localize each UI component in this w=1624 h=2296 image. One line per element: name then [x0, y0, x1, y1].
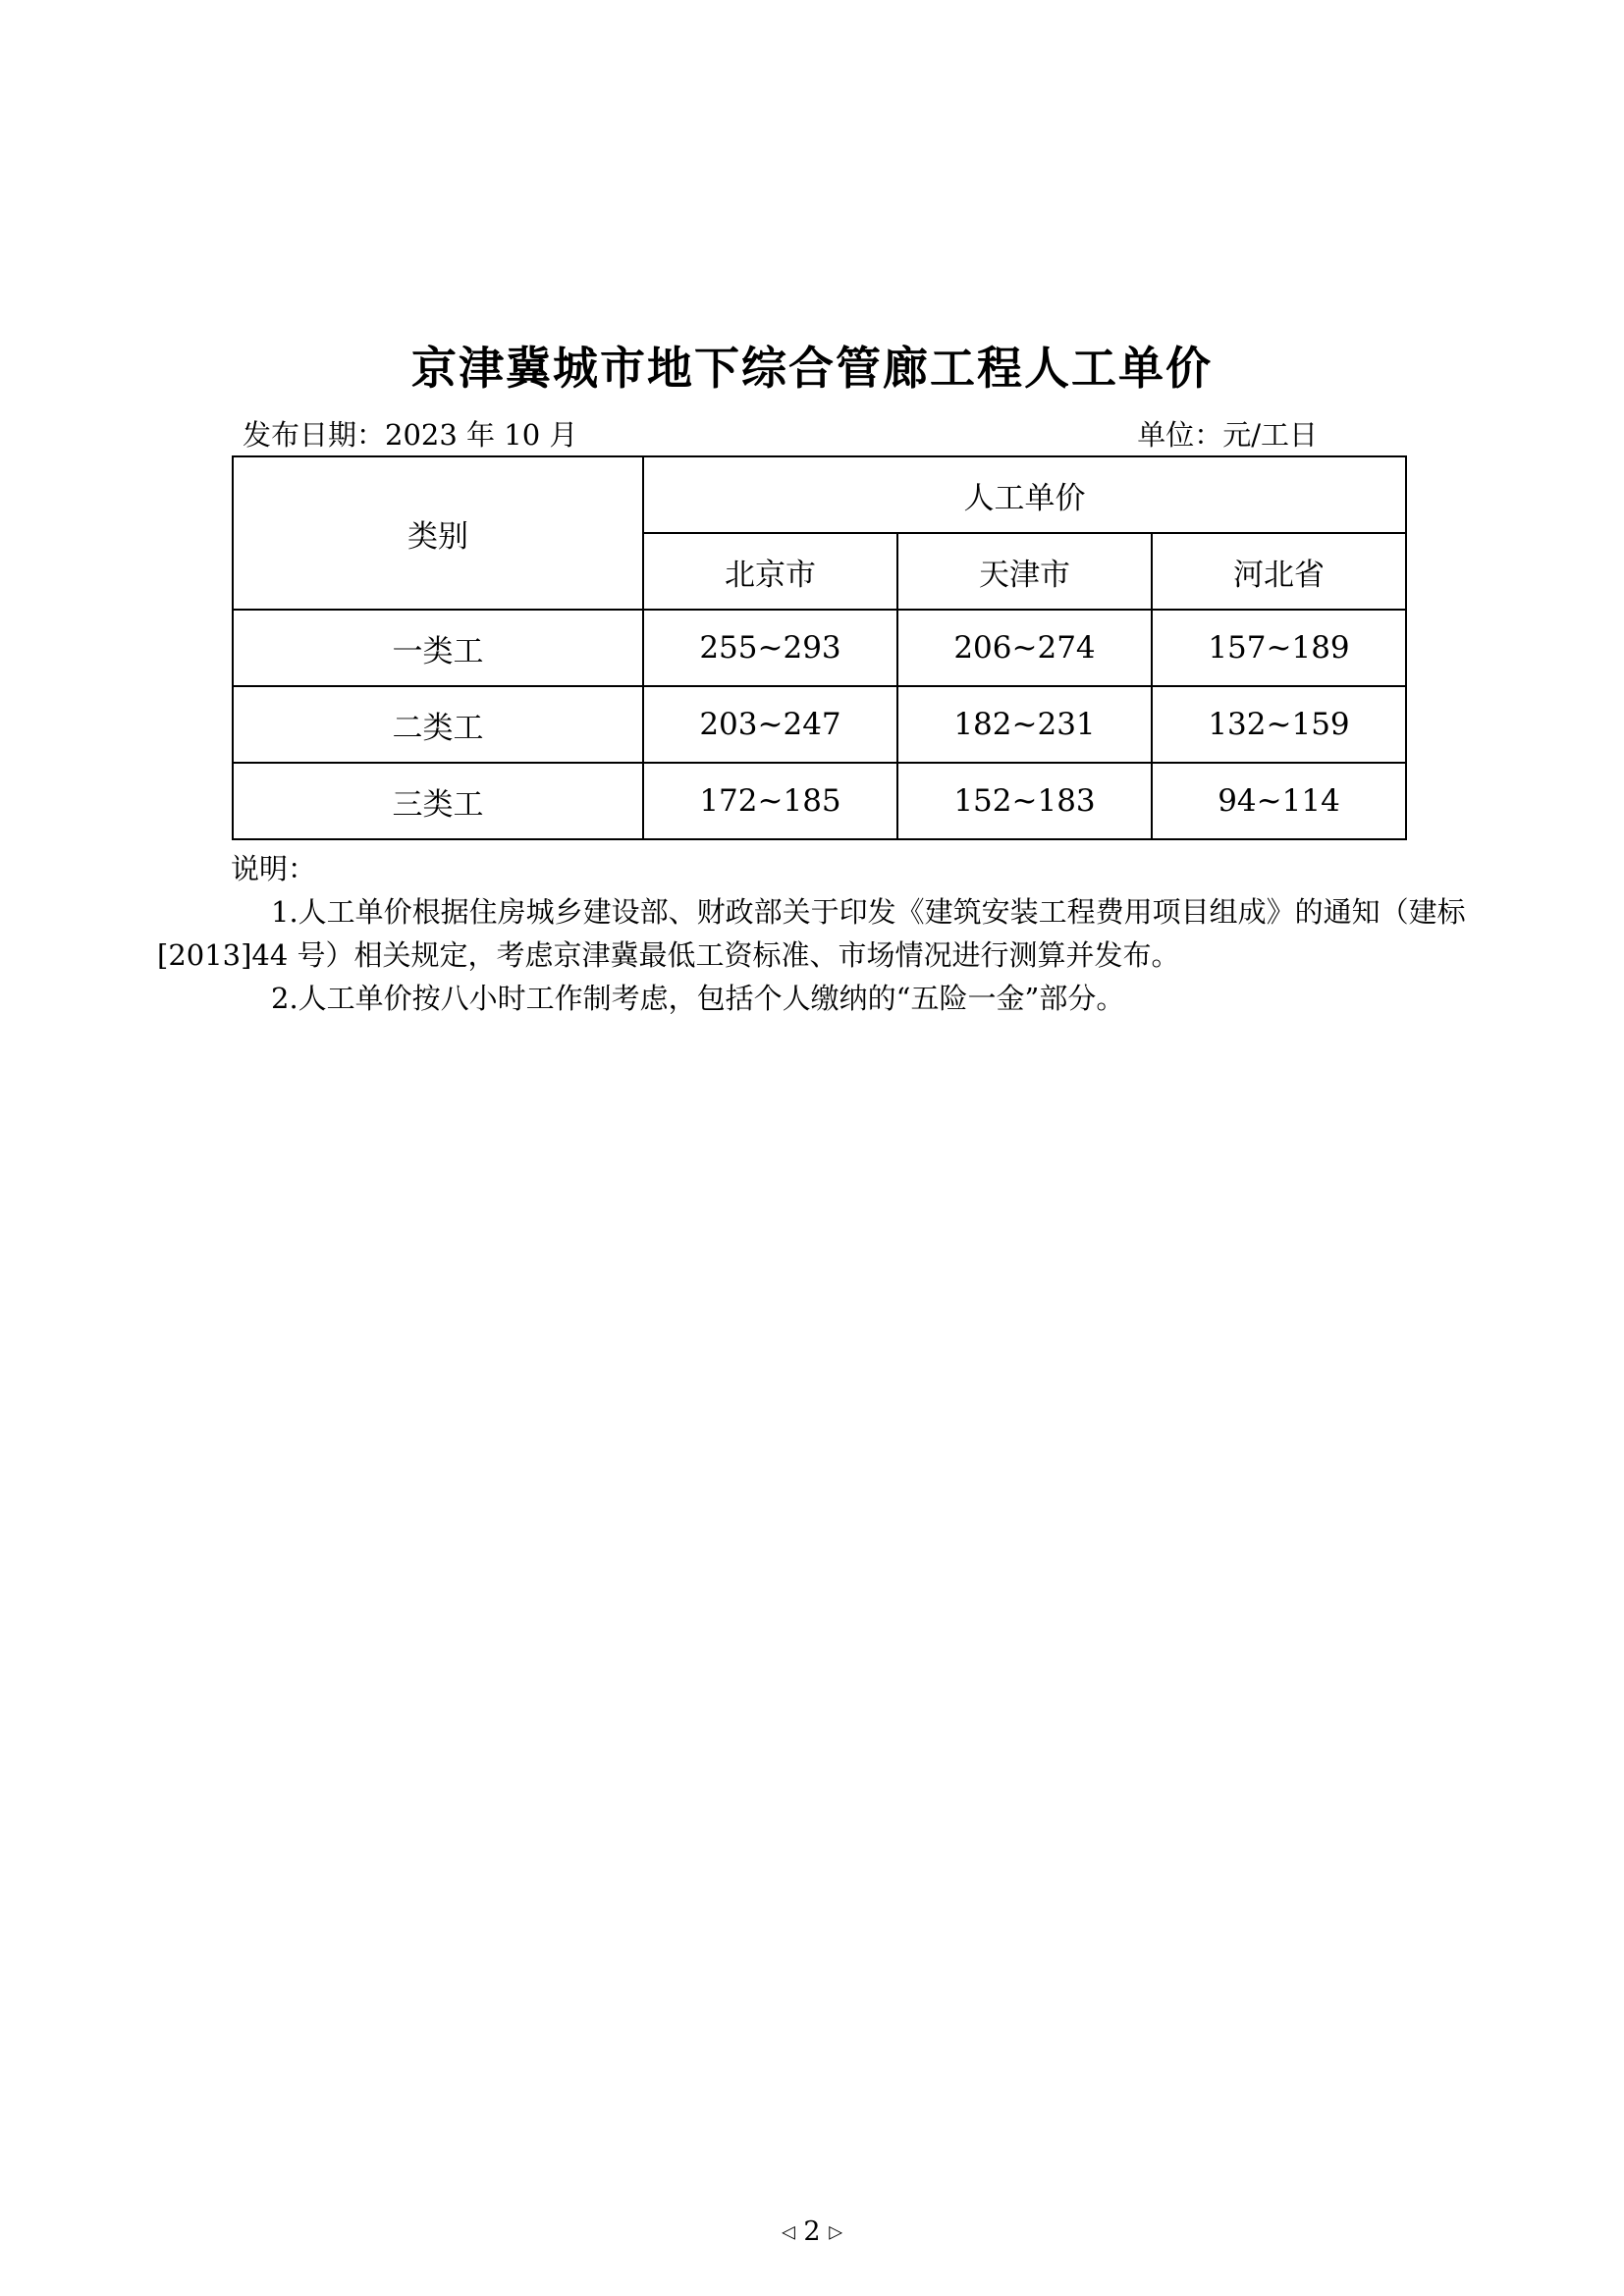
- price-cell: 157~189: [1152, 610, 1406, 686]
- triangle-right-icon: ▷: [829, 2221, 843, 2243]
- table-row: [233, 610, 1406, 686]
- price-header: 人工单价: [643, 456, 1406, 533]
- table-row: [233, 686, 1406, 763]
- price-cell: 94~114: [1152, 763, 1406, 839]
- price-cell: 132~159: [1152, 686, 1406, 763]
- price-cell: 255~293: [643, 610, 897, 686]
- unit-label: 单位：元/工日: [1137, 418, 1318, 452]
- labor-price-table: [232, 455, 1407, 840]
- category-header: 类别: [233, 456, 643, 610]
- note-item: 2.人工单价按八小时工作制考虑，包括个人缴纳的“五险一金”部分。: [271, 982, 1125, 1015]
- price-cell: 172~185: [643, 763, 897, 839]
- price-cell: 182~231: [897, 686, 1152, 763]
- table-row: [233, 763, 1406, 839]
- page-number: 2: [803, 2216, 821, 2247]
- notes-heading: 说明：: [231, 852, 317, 885]
- document-title: 京津冀城市地下综合管廊工程人工单价: [411, 342, 1213, 395]
- row-category: 二类工: [233, 686, 643, 763]
- notes-section: [157, 847, 1473, 1020]
- price-cell: 203~247: [643, 686, 897, 763]
- price-cell: 152~183: [897, 763, 1152, 839]
- triangle-left-icon: ◁: [781, 2221, 795, 2243]
- table-header-row: [233, 456, 1406, 533]
- page-footer: [0, 2215, 1624, 2251]
- row-category: 三类工: [233, 763, 643, 839]
- price-cell: 206~274: [897, 610, 1152, 686]
- region-header-beijing: 北京市: [643, 533, 897, 610]
- note-item: 1.人工单价根据住房城乡建设部、财政部关于印发《建筑安装工程费用项目组成》的通知（建标[2013]44 号）相关规定，考虑京津冀最低工资标准、市场情况进行测算并发布。: [157, 895, 1466, 972]
- row-category: 一类工: [233, 610, 643, 686]
- release-date: 发布日期：2023 年 10 月: [243, 418, 578, 452]
- region-header-tianjin: 天津市: [897, 533, 1152, 610]
- region-header-hebei: 河北省: [1152, 533, 1406, 610]
